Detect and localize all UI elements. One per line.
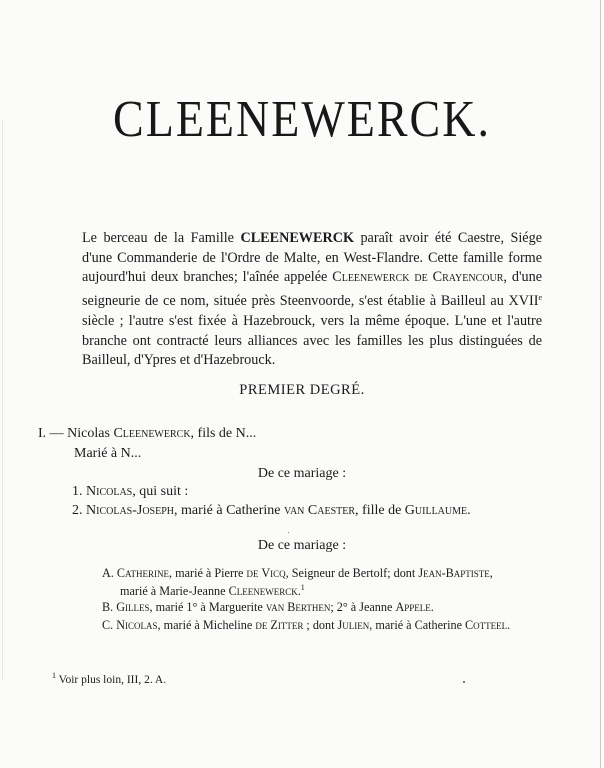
intro-line	[82, 268, 542, 288]
child-text: , marié à Catherine	[174, 503, 285, 518]
grandchild-text: .	[297, 584, 301, 598]
intro-line	[82, 229, 542, 249]
intro-text: seigneurie de ce nom, située près Steenvoorde, s'est établie à Bailleul au XVII	[82, 293, 539, 310]
intro-line: branche ont contracté leurs alliances avec les familles les plus distinguées de	[82, 332, 542, 349]
marriage-label: De ce mariage :	[257, 538, 347, 553]
intro-text: paraît avoir été Caestre, Siége	[353, 230, 542, 246]
entry-first-degree	[38, 426, 256, 442]
century-superscript: e	[538, 293, 542, 303]
person-name: de Vicq	[246, 566, 286, 580]
person-name: Nicolas-Joseph	[86, 503, 175, 518]
grandchild-text: .	[507, 618, 511, 632]
person-name: Guillaume	[404, 503, 468, 518]
degree-heading: PREMIER DEGRÉ.	[239, 382, 365, 398]
family-name: CLEENEWERCK	[240, 230, 354, 246]
child-entry-2	[72, 503, 471, 519]
grandchild-letter: C.	[102, 618, 117, 632]
grandchild-text: , marié à Micheline	[157, 618, 256, 632]
grandchild-text: , marié 1° à Marguerite	[149, 600, 266, 614]
intro-line: Bailleul, d'Ypres et d'Hazebrouck.	[82, 352, 276, 369]
person-name: van Caester	[284, 503, 356, 518]
child-text: , fille de	[355, 503, 405, 518]
person-name: Jean-Baptiste	[418, 566, 490, 580]
person-name: Catherine	[116, 566, 170, 580]
family-name: Cleenewerck	[228, 584, 298, 598]
page-title: CLEENEWERCK.	[113, 89, 491, 148]
person-name: Julien	[337, 618, 370, 632]
entry-marriage: Marié à N...	[74, 446, 142, 461]
grandchild-entry-b	[102, 600, 434, 615]
print-speck	[288, 532, 289, 533]
entry-text: , fils de N...	[190, 426, 257, 441]
intro-line: siècle ; l'autre s'est fixée à Hazebrouck, vers la même époque. L'une et l'autre	[82, 312, 542, 329]
marriage-label: De ce mariage :	[257, 466, 347, 481]
grandchild-letter: B.	[102, 600, 117, 614]
print-speck	[463, 681, 465, 683]
grandchild-text: , Seigneur de Bertolf; dont	[285, 566, 419, 580]
person-name: Cotteel	[465, 618, 508, 632]
grandchild-text: , marié à Catherine	[369, 618, 466, 632]
person-name: Appele	[395, 600, 431, 614]
grandchild-text: ; dont	[303, 618, 338, 632]
intro-text: aujourd'hui deux branches; l'aînée appelée	[82, 269, 333, 286]
child-number: 2.	[72, 503, 86, 518]
intro-paragraph	[82, 229, 542, 371]
intro-text: Le berceau de la Famille	[82, 230, 241, 246]
grandchild-text: ,	[489, 566, 493, 580]
footnote-text: Voir plus loin, III, 2. A.	[56, 674, 167, 686]
grandchild-text: marié à Marie-Jeanne	[120, 584, 229, 598]
grandchild-text: ; 2° à Jeanne	[330, 600, 396, 614]
intro-line	[82, 288, 542, 312]
family-name: Cleenewerck	[113, 426, 191, 441]
intro-line: d'une Commanderie de l'Ordre de Malte, en West-Flandre. Cette famille forme	[82, 249, 542, 266]
person-name: Gilles	[116, 600, 150, 614]
grandchild-text: .	[430, 600, 434, 614]
intro-text: , d'une	[503, 269, 542, 286]
person-name: de Zitter	[255, 618, 304, 632]
child-number: 1.	[72, 484, 86, 499]
grandchild-entry-c	[102, 618, 510, 633]
branch-name: Cleenewerck de Crayencour	[332, 269, 504, 286]
child-text: , qui suit :	[132, 484, 189, 499]
grandchild-text: , marié à Pierre	[169, 566, 247, 580]
grandchild-letter: A.	[102, 566, 117, 580]
entry-text: I. — Nicolas	[38, 426, 114, 441]
grandchild-entry-a-cont	[120, 583, 305, 599]
footnote-mark: 1	[52, 671, 56, 680]
page-edge-shadow	[2, 120, 3, 680]
child-entry-1	[72, 484, 188, 500]
footnote	[52, 671, 166, 686]
person-name: van Berthen	[265, 600, 331, 614]
grandchild-entry-a	[102, 566, 493, 581]
child-text: .	[467, 503, 471, 518]
person-name: Nicolas	[116, 618, 158, 632]
footnote-reference[interactable]: 1	[300, 583, 305, 592]
person-name: Nicolas	[86, 484, 133, 499]
